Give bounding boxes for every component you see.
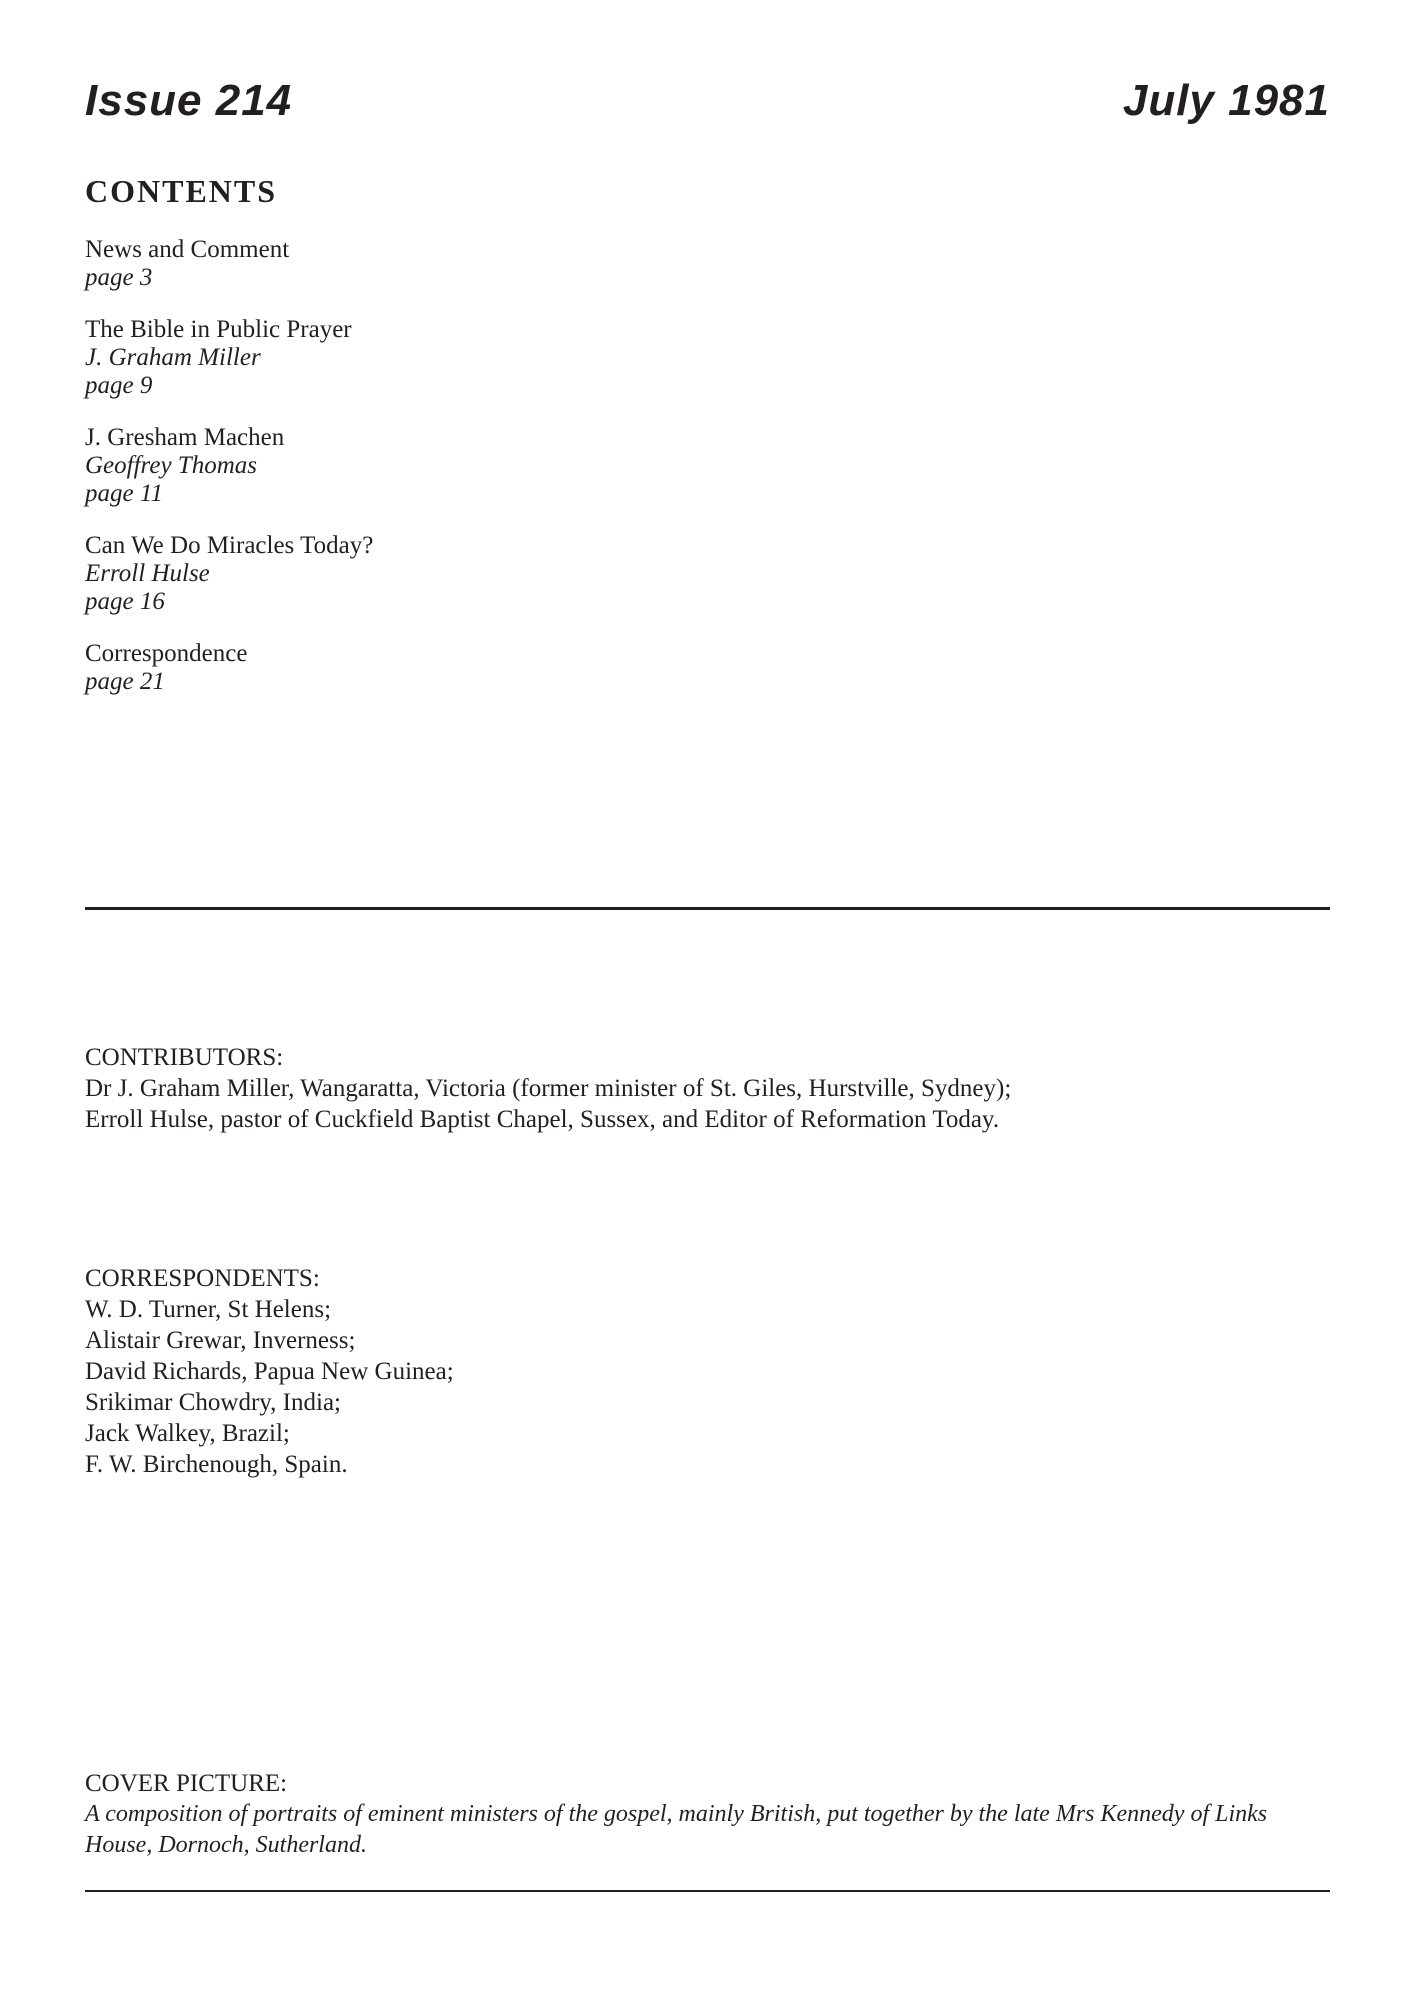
correspondent-line: F. W. Birchenough, Spain. — [85, 1451, 348, 1478]
toc-item-author: Erroll Hulse — [85, 560, 210, 587]
contributors-heading: CONTRIBUTORS: — [85, 1044, 284, 1071]
contents-list — [85, 236, 1330, 696]
correspondent-line: David Richards, Papua New Guinea; — [85, 1358, 454, 1385]
issue-number: Issue 214 — [85, 76, 293, 125]
toc-item-page: page 3 — [85, 264, 153, 291]
issue-date: July 1981 — [1122, 76, 1330, 125]
correspondent-line: Srikimar Chowdry, India; — [85, 1389, 341, 1416]
cover-picture-heading: COVER PICTURE: — [85, 1770, 288, 1797]
correspondent-line: Jack Walkey, Brazil; — [85, 1420, 290, 1447]
correspondents-heading: CORRESPONDENTS: — [85, 1265, 320, 1292]
toc-item — [85, 640, 1330, 696]
correspondent-line: W. D. Turner, St Helens; — [85, 1296, 332, 1323]
toc-item-page: page 16 — [85, 588, 165, 615]
toc-item-page: page 9 — [85, 372, 153, 399]
toc-item — [85, 236, 1330, 292]
toc-item-title: The Bible in Public Prayer — [85, 316, 352, 343]
toc-item-title: News and Comment — [85, 236, 290, 263]
toc-item — [85, 532, 1330, 616]
correspondents-section — [85, 1263, 1330, 1480]
correspondent-line: Alistair Grewar, Inverness; — [85, 1327, 356, 1354]
contributors-section — [85, 1042, 1330, 1135]
toc-item-title: Correspondence — [85, 640, 248, 667]
toc-item-author: J. Graham Miller — [85, 344, 261, 371]
cover-picture-description: A composition of portraits of eminent ministers of the gospel, mainly British, put together by the late Mrs Kennedy of Links House, Dornoch, Sutherland. — [85, 1801, 1268, 1858]
contributor-line: Erroll Hulse, pastor of Cuckfield Baptist Chapel, Sussex, and Editor of Reformation Today. — [85, 1106, 1000, 1133]
toc-item — [85, 316, 1330, 400]
divider-rule — [85, 907, 1330, 910]
toc-item-title: J. Gresham Machen — [85, 424, 285, 451]
bottom-rule — [85, 1890, 1330, 1892]
masthead — [85, 78, 1330, 124]
contributor-line: Dr J. Graham Miller, Wangaratta, Victoria (former minister of St. Giles, Hurstville, Sydney); — [85, 1075, 1012, 1102]
toc-item — [85, 424, 1330, 508]
toc-item-author: Geoffrey Thomas — [85, 452, 257, 479]
toc-item-page: page 11 — [85, 480, 163, 507]
toc-item-title: Can We Do Miracles Today? — [85, 532, 374, 559]
toc-item-page: page 21 — [85, 668, 165, 695]
contents-heading: CONTENTS — [85, 173, 278, 209]
cover-picture-section — [85, 1768, 1330, 1861]
